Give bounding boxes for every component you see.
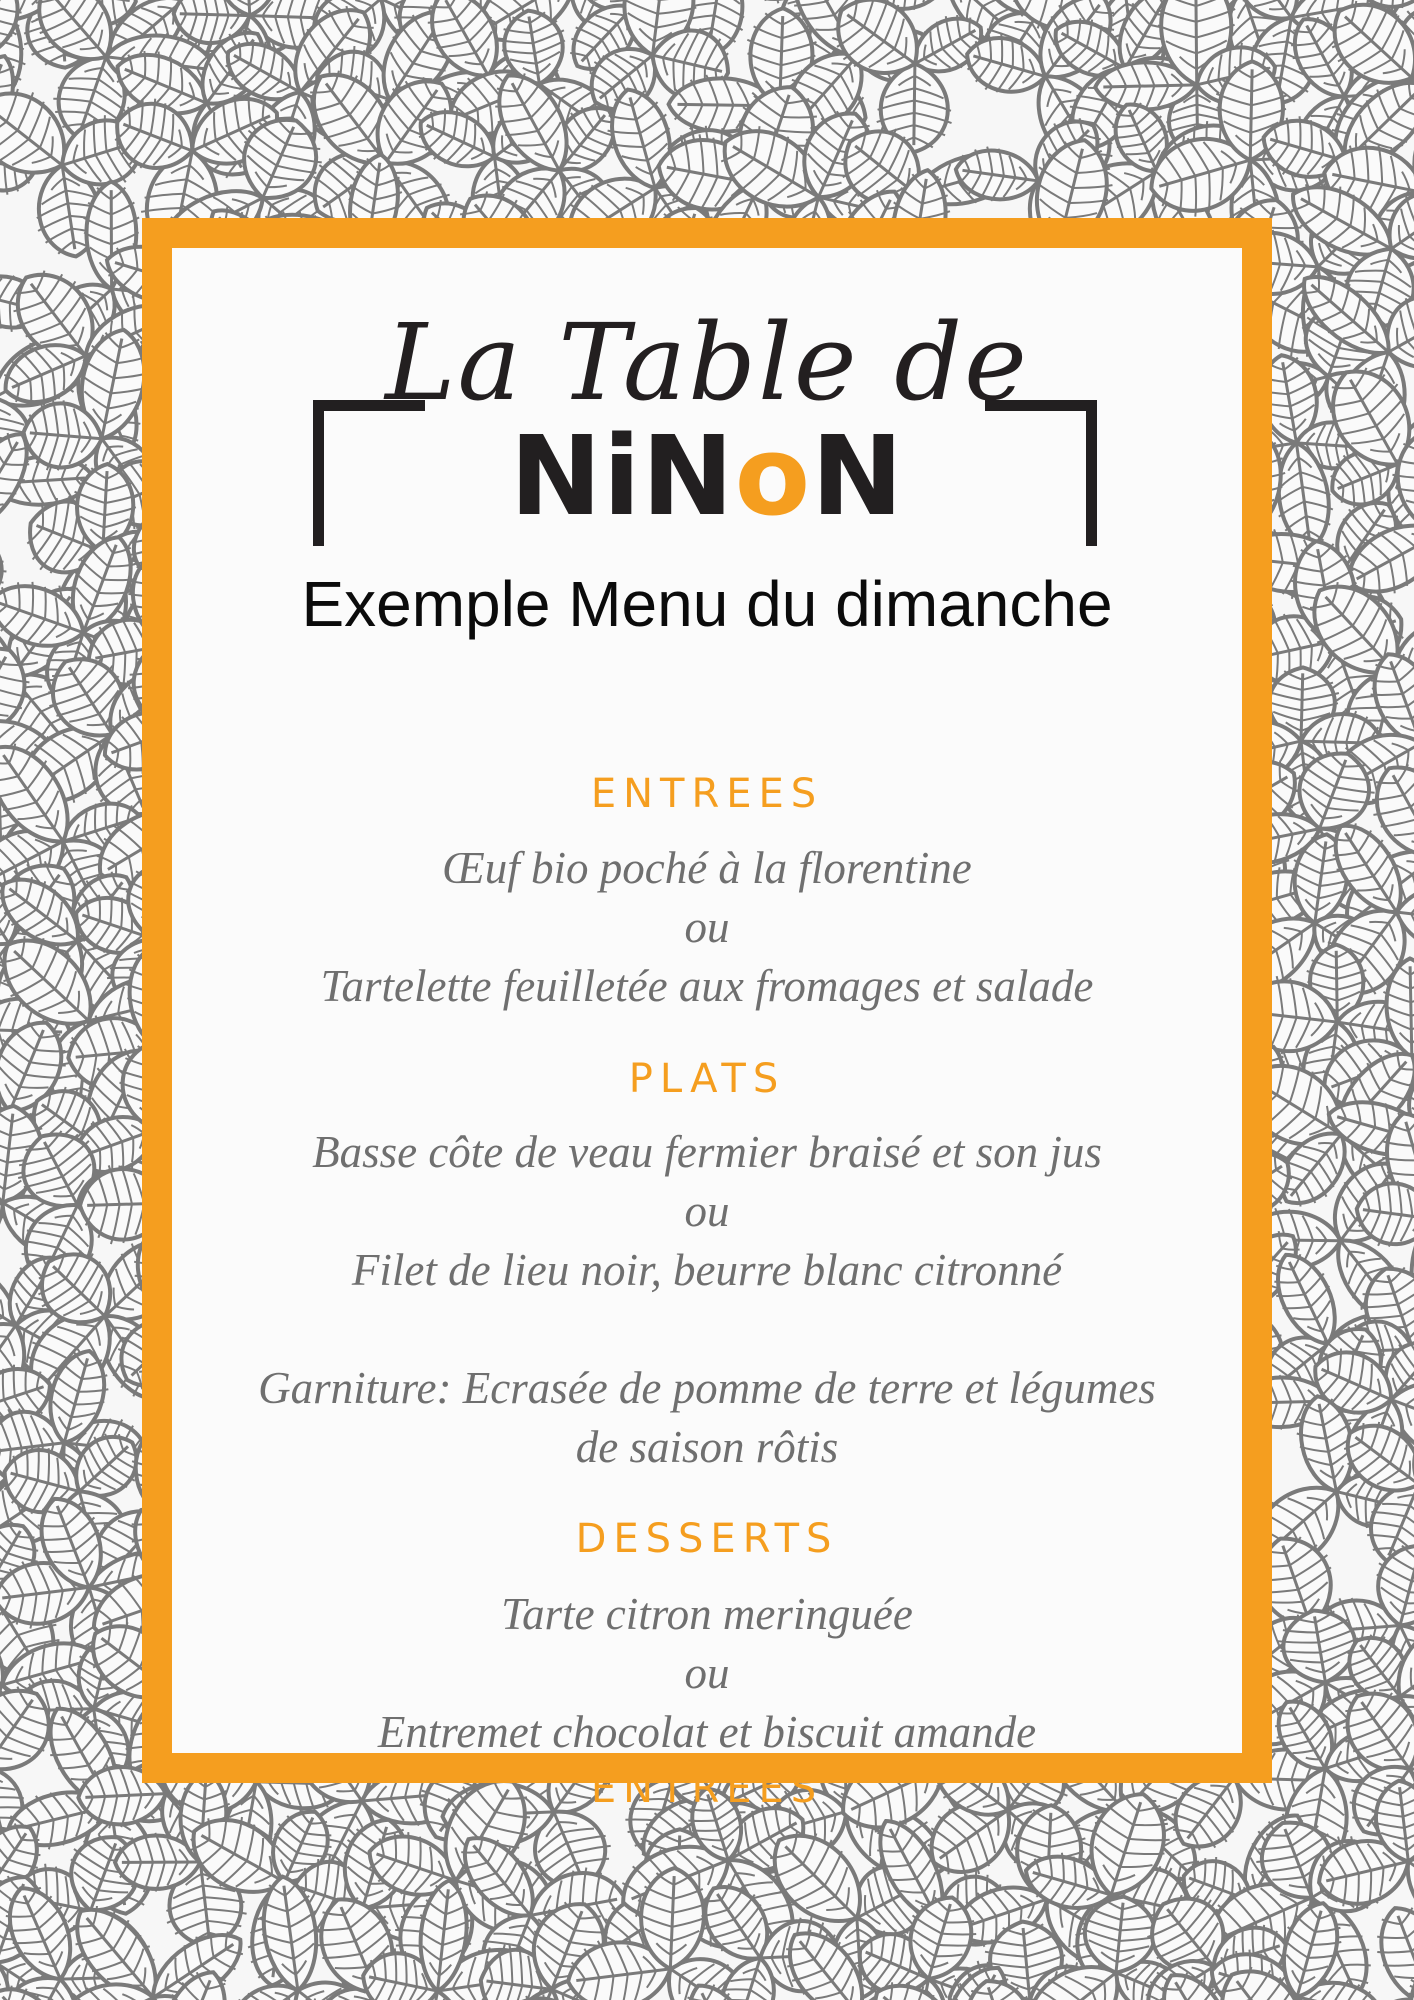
garniture-line: Garniture: Ecrasée de pomme de terre et légumes: [258, 1363, 1156, 1413]
dish-item: Œuf bio poché à la florentine: [442, 843, 972, 893]
garniture-line: de saison rôtis: [575, 1422, 839, 1472]
dish-separator: ou: [684, 1186, 730, 1236]
section-desserts: [172, 1515, 1242, 1762]
dishes-entrees: [172, 839, 1242, 1016]
brand-part-2: N: [811, 412, 905, 540]
dishes-plats: [172, 1123, 1242, 1477]
section-plats: [172, 1055, 1242, 1477]
section-title-plats: PLATS: [628, 1056, 786, 1102]
dish-separator: ou: [684, 902, 730, 952]
section-title-entrees: ENTREES: [590, 771, 824, 817]
dish-item: Filet de lieu noir, beurre blanc citronné: [351, 1245, 1063, 1295]
dish-item: Tartelette feuilletée aux fromages et salade: [320, 961, 1094, 1011]
brand-part-1: NiN: [509, 412, 735, 540]
menu-frame: [142, 218, 1272, 1783]
garniture-note: [172, 1359, 1242, 1477]
brand-accent-letter: o: [734, 412, 812, 540]
logo-script-line: La Table de: [385, 301, 1029, 424]
dishes-desserts: [172, 1585, 1242, 1762]
menu-title: Exemple Menu du dimanche: [301, 568, 1113, 640]
menu-sections: [172, 770, 1242, 1762]
dish-item: Basse côte de veau fermier braisé et son jus: [312, 1127, 1102, 1177]
dish-item: Tarte citron meringuée: [501, 1589, 913, 1639]
dish-item: Entremet chocolat et biscuit amande: [377, 1707, 1037, 1757]
overflow-section-label: ENTREES: [590, 1766, 824, 1812]
section-title-desserts: DESSERTS: [575, 1516, 839, 1562]
logo-brand-name: [172, 412, 1242, 540]
restaurant-logo: [172, 248, 1242, 578]
section-entrees: [172, 770, 1242, 1016]
dish-separator: ou: [684, 1648, 730, 1698]
